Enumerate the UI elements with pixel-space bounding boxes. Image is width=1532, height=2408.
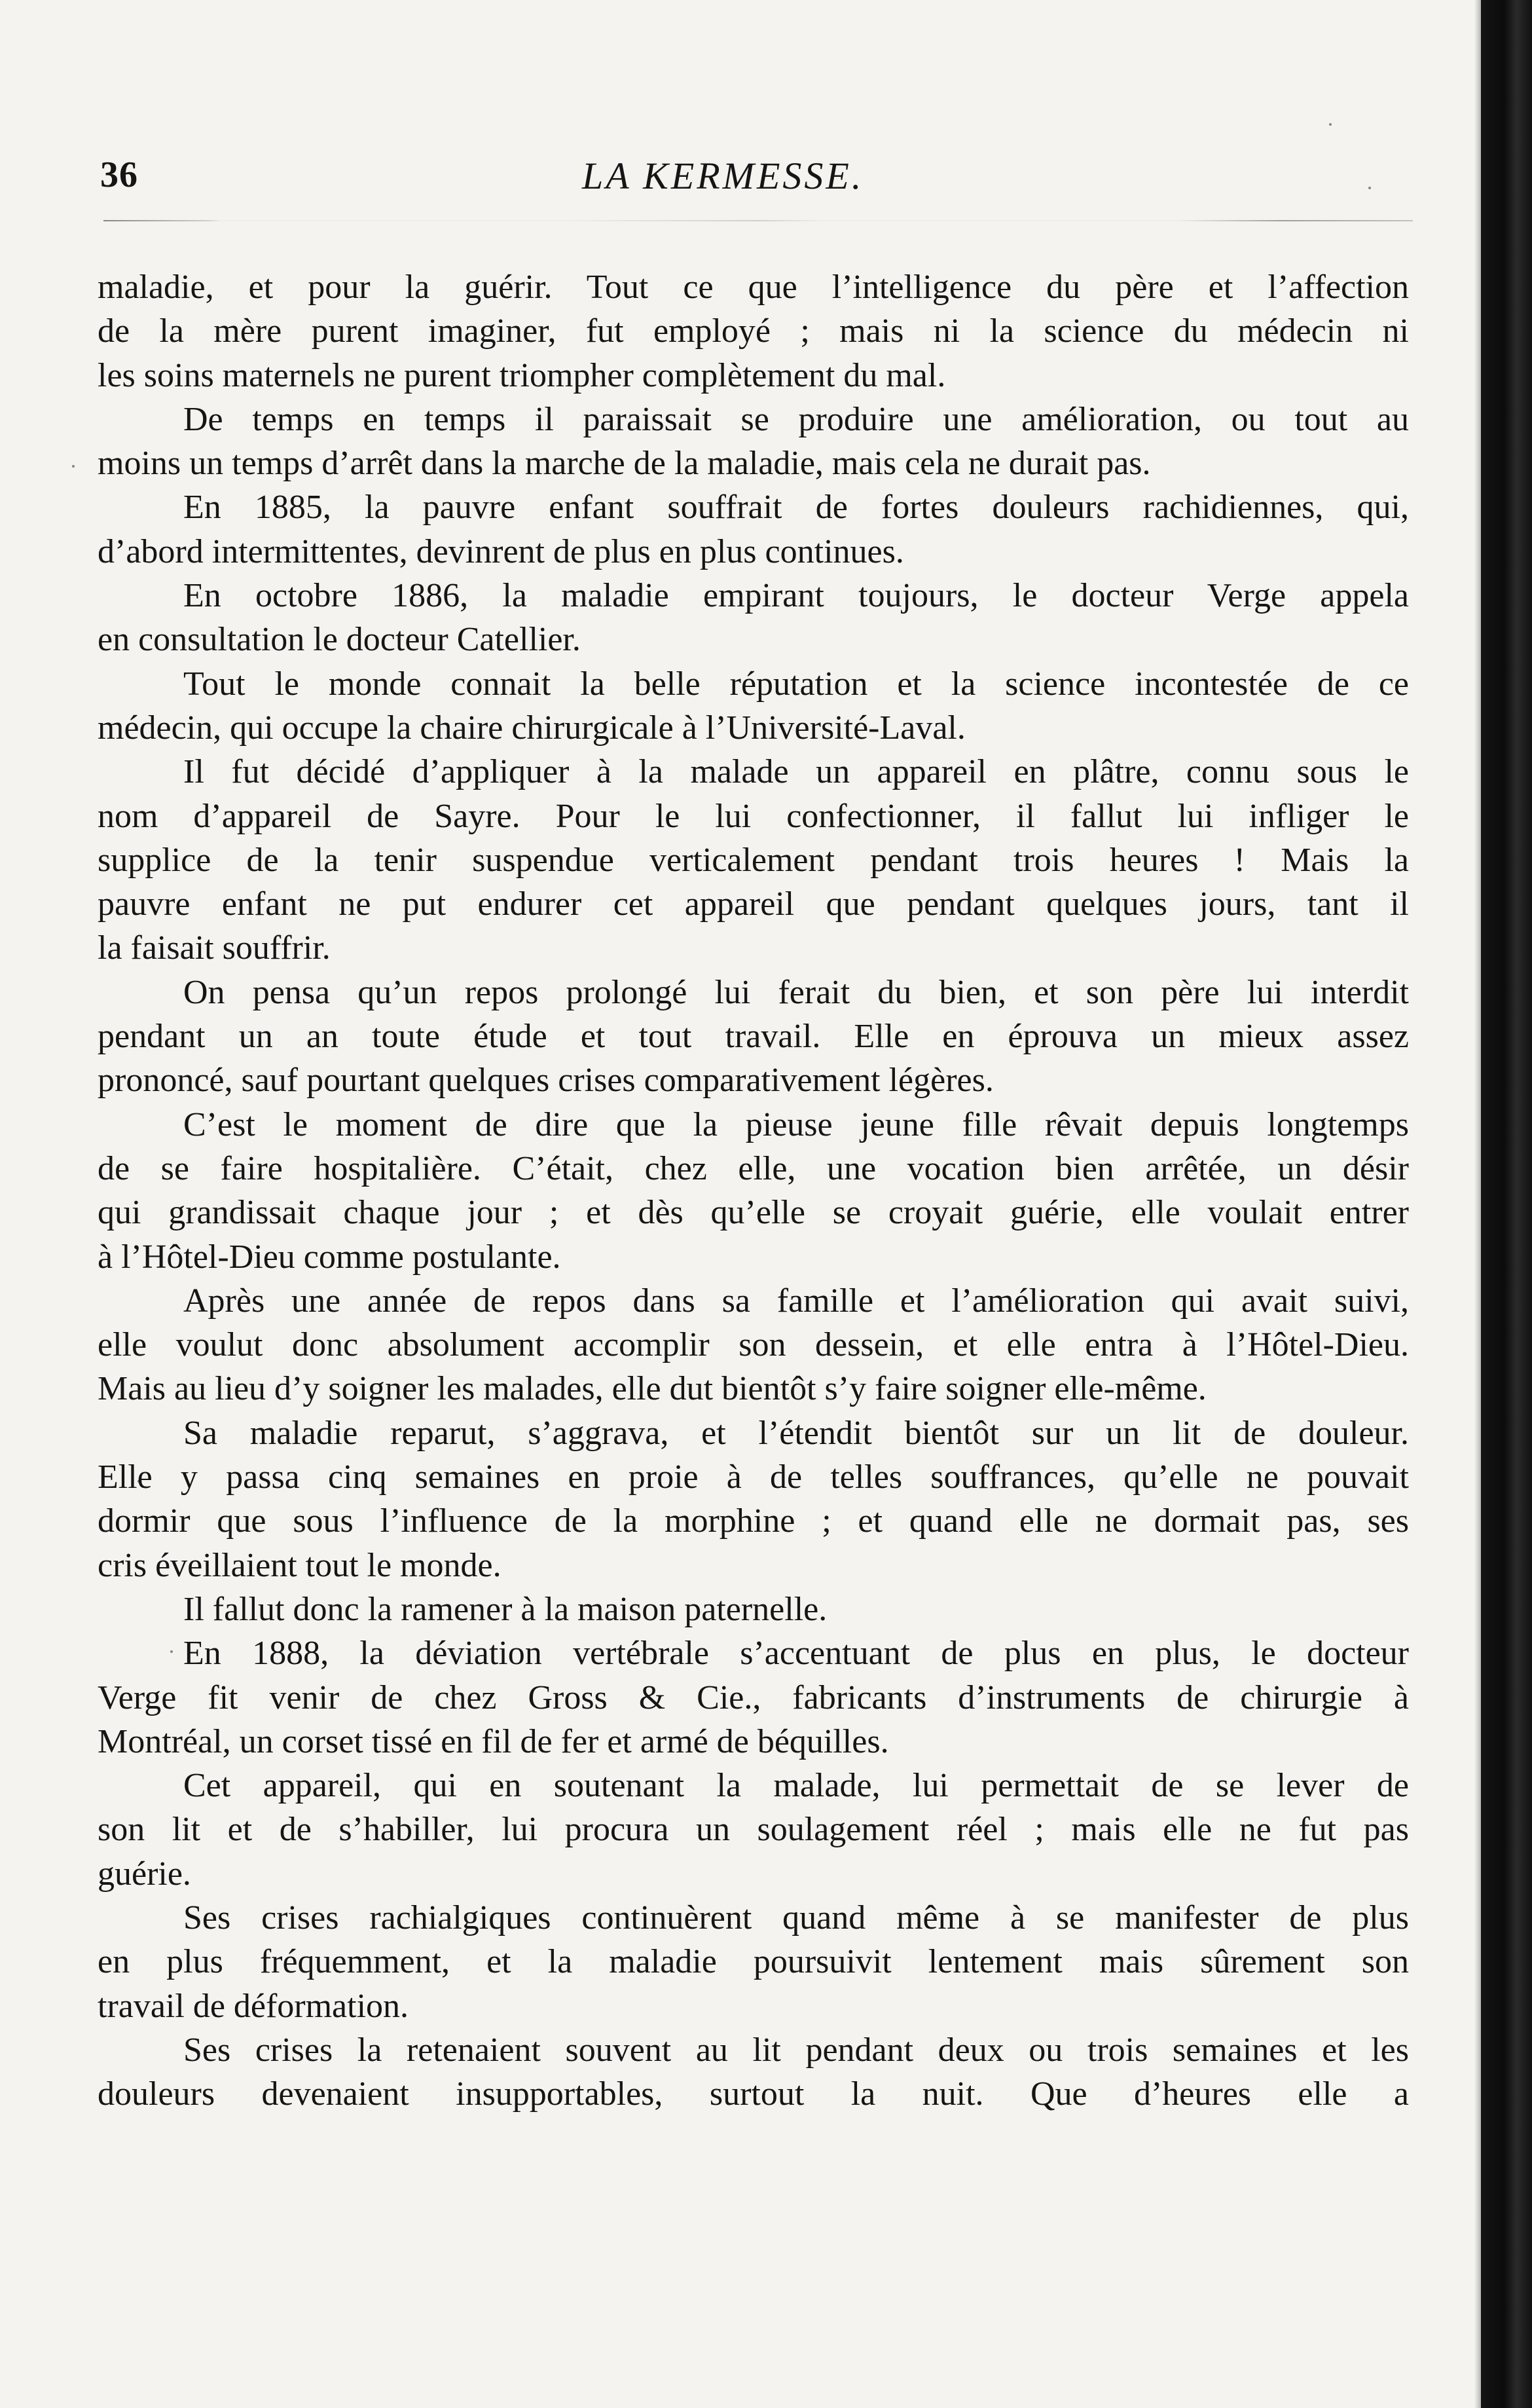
text-line: On pensa qu’un repos prolongé lui ferait du bien, et son père lui interdit bbox=[183, 973, 1409, 1011]
text-line: De temps en temps il paraissait se produire une amélioration, ou tout au bbox=[183, 400, 1409, 438]
text-line: Cet appareil, qui en soutenant la malade, lui permettait de se lever de bbox=[183, 1767, 1409, 1805]
text-line: de la mère purent imaginer, fut employé ; mais ni la science du médecin ni bbox=[98, 312, 1409, 350]
page-number: 36 bbox=[100, 155, 138, 195]
scan-speck bbox=[72, 465, 75, 468]
text-line: en consultation le docteur Catellier. bbox=[98, 621, 581, 659]
text-line: Mais au lieu d’y soigner les malades, elle dut bientôt s’y faire soigner elle-même. bbox=[98, 1370, 1207, 1408]
text-line: Elle y passa cinq semaines en proie à de telles souffrances, qu’elle ne pouvait bbox=[98, 1458, 1409, 1496]
text-line: Il fallut donc la ramener à la maison paternelle. bbox=[183, 1590, 828, 1628]
text-line: Tout le monde connait la belle réputation et la science incontestée de ce bbox=[183, 665, 1409, 703]
text-line: elle voulut donc absolument accomplir son dessein, et elle entra à l’Hôtel-Dieu. bbox=[98, 1326, 1409, 1364]
scan-speck bbox=[1329, 123, 1332, 126]
text-line: Verge fit venir de chez Gross & Cie., fabricants d’instruments de chirurgie à bbox=[98, 1678, 1409, 1716]
text-line: la faisait souffrir. bbox=[98, 929, 331, 967]
page-header bbox=[100, 154, 1410, 206]
text-line: son lit et de s’habiller, lui procura un soulagement réel ; mais elle ne fut pas bbox=[98, 1811, 1409, 1849]
text-line: d’abord intermittentes, devinrent de plus en plus continues. bbox=[98, 532, 904, 570]
text-line: Ses crises la retenaient souvent au lit pendant deux ou trois semaines et les bbox=[183, 2031, 1409, 2069]
text-line: de se faire hospitalière. C’était, chez elle, une vocation bien arrêtée, un désir bbox=[98, 1149, 1409, 1187]
text-line: moins un temps d’arrêt dans la marche de la maladie, mais cela ne durait pas. bbox=[98, 445, 1151, 483]
text-line: Il fut décidé d’appliquer à la malade un appareil en plâtre, connu sous le bbox=[183, 753, 1409, 791]
text-line: qui grandissait chaque jour ; et dès qu’elle se croyait guérie, elle voulait entrer bbox=[98, 1194, 1409, 1232]
scan-speck bbox=[137, 1480, 140, 1483]
text-line: guérie. bbox=[98, 1855, 191, 1893]
text-line: pauvre enfant ne put endurer cet appareil que pendant quelques jours, tant il bbox=[98, 885, 1409, 923]
text-line: travail de déformation. bbox=[98, 1987, 409, 2025]
scan-speck bbox=[170, 1650, 173, 1653]
text-line: Ses crises rachialgiques continuèrent quand même à se manifester de plus bbox=[183, 1899, 1409, 1936]
running-title: LA KERMESSE. bbox=[582, 155, 864, 197]
text-line: en plus fréquemment, et la maladie poursuivit lentement mais sûrement son bbox=[98, 1943, 1409, 1981]
scan-speck bbox=[1368, 187, 1371, 189]
text-line: à l’Hôtel-Dieu comme postulante. bbox=[98, 1238, 561, 1276]
text-line: En 1888, la déviation vertébrale s’accentuant de plus en plus, le docteur bbox=[183, 1635, 1409, 1673]
text-line: dormir que sous l’influence de la morphine ; et quand elle ne dormait pas, ses bbox=[98, 1502, 1409, 1540]
text-line: médecin, qui occupe la chaire chirurgicale à l’Université-Laval. bbox=[98, 709, 966, 747]
header-divider bbox=[103, 220, 1413, 221]
text-line: Après une année de repos dans sa famille et l’amélioration qui avait suivi, bbox=[183, 1282, 1409, 1320]
text-line: Montréal, un corset tissé en fil de fer et armé de béquilles. bbox=[98, 1722, 889, 1760]
text-line: En octobre 1886, la maladie empirant toujours, le docteur Verge appela bbox=[183, 577, 1409, 615]
scan-edge bbox=[1481, 0, 1532, 2408]
text-line: En 1885, la pauvre enfant souffrait de fortes douleurs rachidiennes, qui, bbox=[183, 489, 1409, 527]
text-line: maladie, et pour la guérir. Tout ce que l’intelligence du père et l’affection bbox=[98, 269, 1409, 306]
text-line: prononcé, sauf pourtant quelques crises comparativement légères. bbox=[98, 1062, 994, 1100]
text-line: pendant un an toute étude et tout travail. Elle en éprouva un mieux assez bbox=[98, 1018, 1409, 1056]
text-line: C’est le moment de dire que la pieuse jeune fille rêvait depuis longtemps bbox=[183, 1105, 1409, 1143]
text-line: douleurs devenaient insupportables, surtout la nuit. Que d’heures elle a bbox=[98, 2075, 1409, 2113]
body-text bbox=[98, 265, 1409, 2116]
text-line: nom d’appareil de Sayre. Pour le lui confectionner, il fallut lui infliger le bbox=[98, 797, 1409, 835]
text-line: les soins maternels ne purent triompher complètement du mal. bbox=[98, 356, 946, 394]
text-line: cris éveillaient tout le monde. bbox=[98, 1546, 502, 1584]
text-line: Sa maladie reparut, s’aggrava, et l’étendit bientôt sur un lit de douleur. bbox=[183, 1414, 1409, 1452]
text-line: supplice de la tenir suspendue verticalement pendant trois heures ! Mais la bbox=[98, 841, 1409, 879]
